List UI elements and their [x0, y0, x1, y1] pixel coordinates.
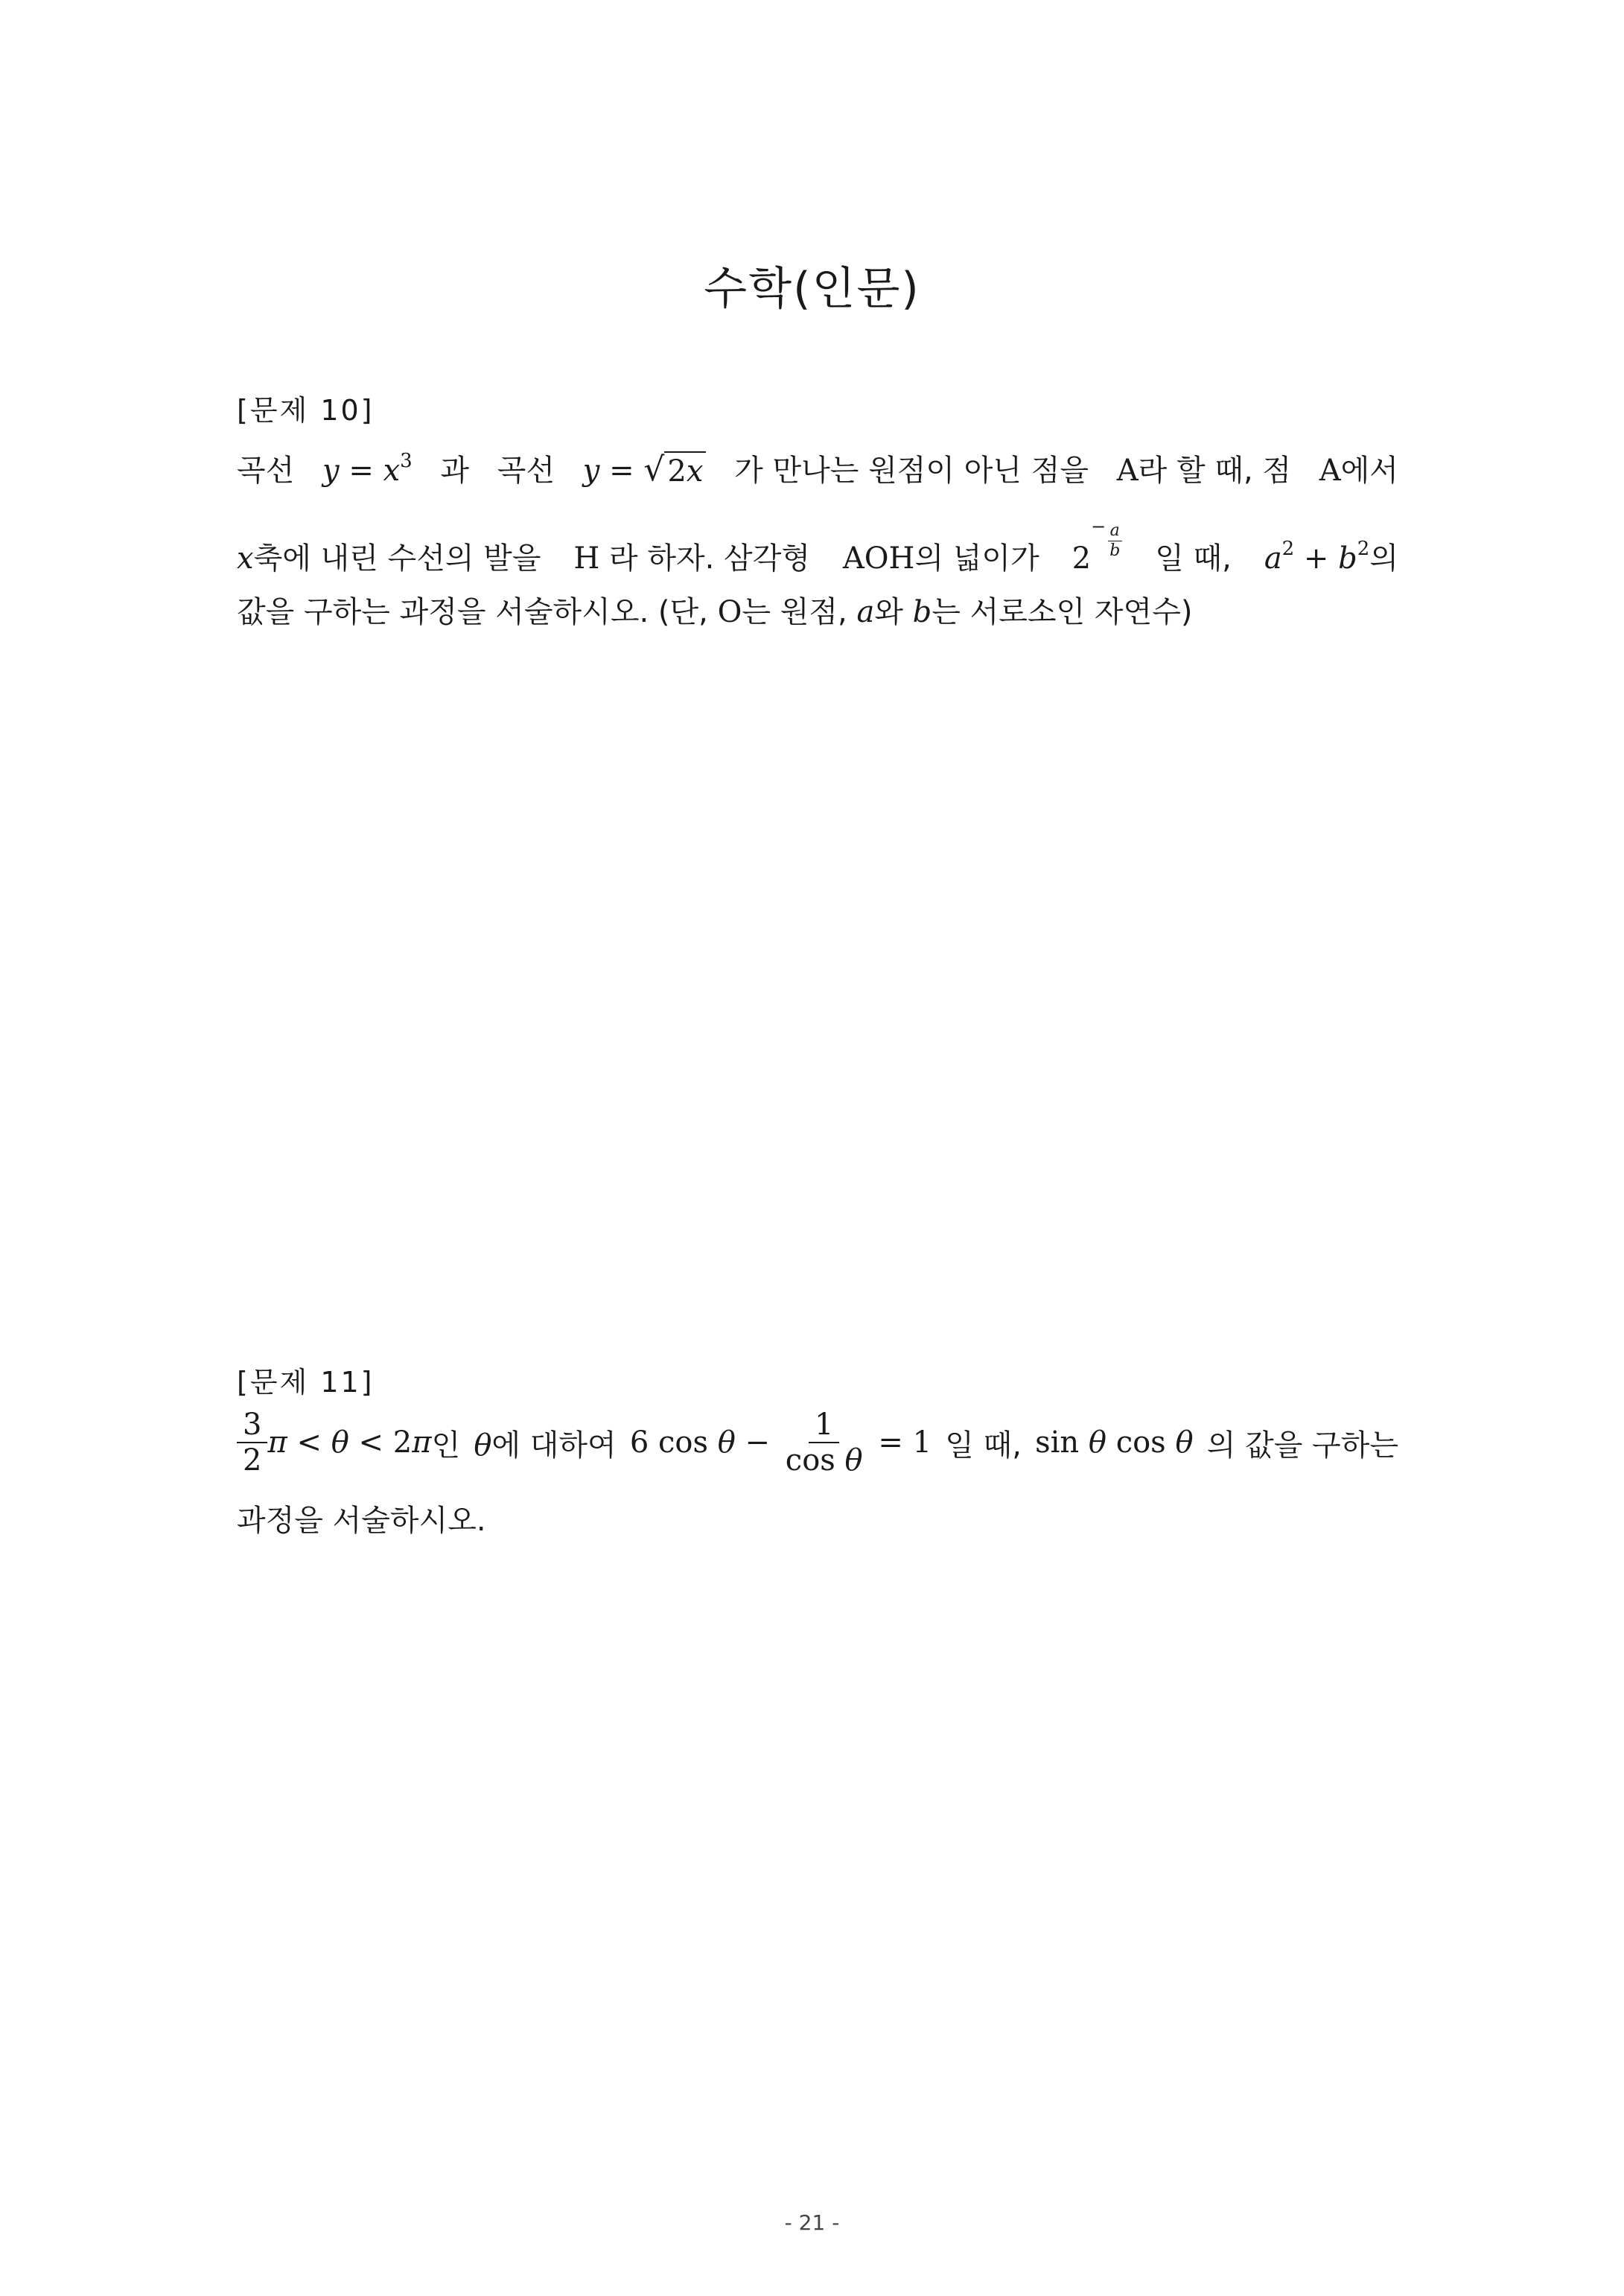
text: 와	[874, 595, 903, 629]
var-b: b	[912, 595, 932, 629]
problem-11-label: [문제 11]	[237, 1366, 375, 1399]
power-2-neg-a-over-b: 2− $\frac{a}{b}$	[1072, 541, 1123, 594]
text: 는 서로소인 자연수)	[932, 595, 1193, 629]
text: 는 원점,	[742, 595, 847, 629]
point-a-text: A라 할 때, 점	[1116, 454, 1292, 488]
text: 일 때,	[1155, 541, 1232, 576]
expression-a2-plus-b2: $a^2 + b^2$의	[1264, 538, 1398, 576]
problem-10-line-2	[237, 516, 1398, 594]
point-a-text-2: A에서	[1319, 454, 1398, 488]
point-o: O	[717, 595, 742, 629]
inequality: $\frac{3}{2}$ π < θ < 2 π 인	[237, 1408, 460, 1478]
equation-6cos-minus-1-over-cos: 6 cos θ − $\frac{1}{\text{cos θ}}$ = 1	[629, 1408, 932, 1478]
equation-y-x3: $y = x^3$	[322, 450, 413, 488]
triangle-aoh-text: AOH의 넓이가	[842, 541, 1039, 576]
point-h-text: H 라 하자. 삼각형	[573, 541, 810, 576]
x-axis-text: x축에 내린 수선의 발을	[237, 541, 541, 576]
expression-sin-cos: sin θ cos θ	[1035, 1425, 1194, 1460]
problem-11-line-1	[237, 1408, 1398, 1478]
text: 일 때,	[945, 1428, 1022, 1463]
text: 곡선	[237, 454, 295, 488]
page-title: 수학(인문)	[704, 263, 920, 315]
var-a: a	[856, 595, 875, 629]
equation-y-sqrt2x: y = √ 2x	[583, 451, 707, 489]
text: 가 만나는 원점이 아닌 점을	[734, 454, 1089, 488]
page-number: - 21 -	[784, 2210, 840, 2235]
problem-11-line-2: 과정을 서술하시오.	[237, 1504, 486, 1538]
text: 값을 구하는 과정을 서술하시오. (단,	[237, 595, 708, 629]
problem-10-line-3	[237, 588, 1398, 631]
problem-10-line-1	[237, 447, 1398, 489]
text: 의 값을 구하는	[1206, 1428, 1398, 1463]
problem-10-label: [문제 10]	[237, 394, 375, 427]
theta-text: θ에 대하여	[474, 1428, 617, 1463]
text: 과	[440, 454, 470, 488]
text: 곡선	[497, 454, 555, 488]
